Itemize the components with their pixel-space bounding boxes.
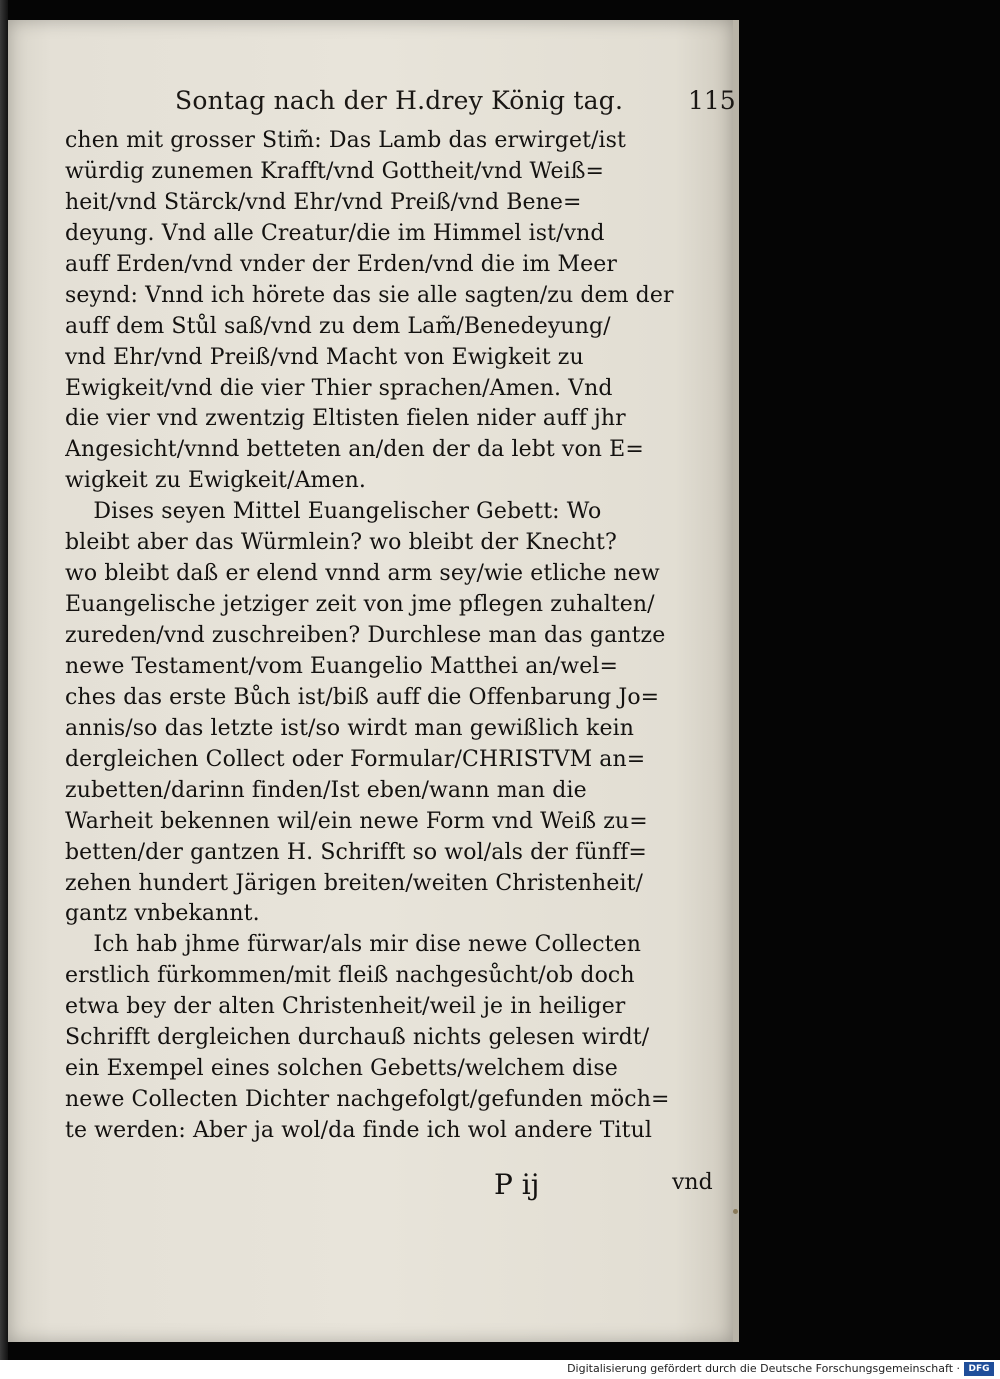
text-line: Ich hab jhme fürwar/als mir dise newe Collecten — [65, 932, 641, 958]
text-line: Warheit bekennen wil/ein newe Form vnd Weiß zu= — [65, 808, 648, 834]
catchword: vnd — [672, 1170, 713, 1195]
text-line: würdig zunemen Krafft/vnd Gottheit/vnd Weiß= — [65, 158, 605, 184]
text-line: bleibt aber das Würmlein? wo bleibt der Knecht? — [65, 530, 617, 556]
page-edge — [733, 20, 739, 1342]
text-line: newe Testament/vom Euangelio Matthei an/wel= — [65, 653, 618, 679]
text-line: dergleichen Collect oder Formular/CHRISTVM an= — [65, 746, 646, 772]
text-line: ein Exempel eines solchen Gebetts/welchem dise — [65, 1056, 618, 1082]
text-line: Euangelische jetziger zeit von jme pflegen zuhalten/ — [65, 592, 655, 618]
text-line: Angesicht/vnnd betteten an/den der da lebt von E= — [65, 437, 644, 463]
body-text — [65, 126, 725, 1147]
text-line: gantz vnbekannt. — [65, 901, 260, 927]
text-line: zehen hundert Järigen breiten/weiten Christenheit/ — [65, 870, 644, 896]
text-line: zureden/vnd zuschreiben? Durchlese man das gantze — [65, 623, 666, 648]
text-line: chen mit grosser Stim̃: Das Lamb das erwirget/ist — [65, 128, 626, 153]
text-line: die vier vnd zwentzig Eltisten fielen nider auff jhr — [65, 406, 626, 432]
text-line: Schrifft dergleichen durchauß nichts gelesen wirdt/ — [65, 1025, 650, 1051]
text-line: heit/vnd Stärck/vnd Ehr/vnd Preiß/vnd Bene= — [65, 189, 582, 215]
funding-credit: Digitalisierung gefördert durch die Deutsche Forschungsgemeinschaft · — [567, 1362, 960, 1375]
text-line: deyung. Vnd alle Creatur/die im Himmel ist/vnd — [65, 220, 605, 246]
scan-left-edge — [0, 0, 8, 1360]
text-line: newe Collecten Dichter nachgefolgt/gefunden möch= — [65, 1087, 670, 1113]
text-line: seynd: Vnnd ich hörete das sie alle sagten/zu dem der — [65, 282, 674, 308]
text-line: zubetten/darinn finden/Ist eben/wann man die — [65, 777, 587, 803]
text-line: Ewigkeit/vnd die vier Thier sprachen/Amen. Vnd — [65, 375, 613, 401]
text-line: ches das erste Bůch ist/biß auff die Offenbarung Jo= — [65, 684, 660, 710]
paper-speck — [733, 1209, 738, 1214]
text-line: vnd Ehr/vnd Preiß/vnd Macht von Ewigkeit zu — [65, 344, 584, 370]
text-line: auff Erden/vnd vnder der Erden/vnd die im Meer — [65, 251, 617, 277]
text-line: betten/der gantzen H. Schrifft so wol/als der fünff= — [65, 839, 647, 865]
signature-mark: P ij — [494, 1168, 540, 1201]
page-number: 115 — [688, 86, 736, 115]
dfg-logo: DFG — [964, 1362, 994, 1376]
text-line: wigkeit zu Ewigkeit/Amen. — [65, 468, 367, 494]
text-line: erstlich fürkommen/mit fleiß nachgesůcht/ob doch — [65, 963, 635, 989]
text-line: te werden: Aber ja wol/da finde ich wol andere Titul — [65, 1118, 652, 1143]
running-head: Sontag nach der H.drey König tag. — [175, 86, 624, 115]
text-line: annis/so das letzte ist/so wirdt man gewißlich kein — [65, 715, 634, 741]
text-line: auff dem Stůl saß/vnd zu dem Lam̃/Benedeyung/ — [65, 313, 611, 339]
text-line: wo bleibt daß er elend vnnd arm sey/wie etliche new — [65, 561, 660, 587]
text-line: etwa bey der alten Christenheit/weil je in heiliger — [65, 994, 626, 1020]
text-line: Dises seyen Mittel Euangelischer Gebett: Wo — [65, 499, 602, 525]
